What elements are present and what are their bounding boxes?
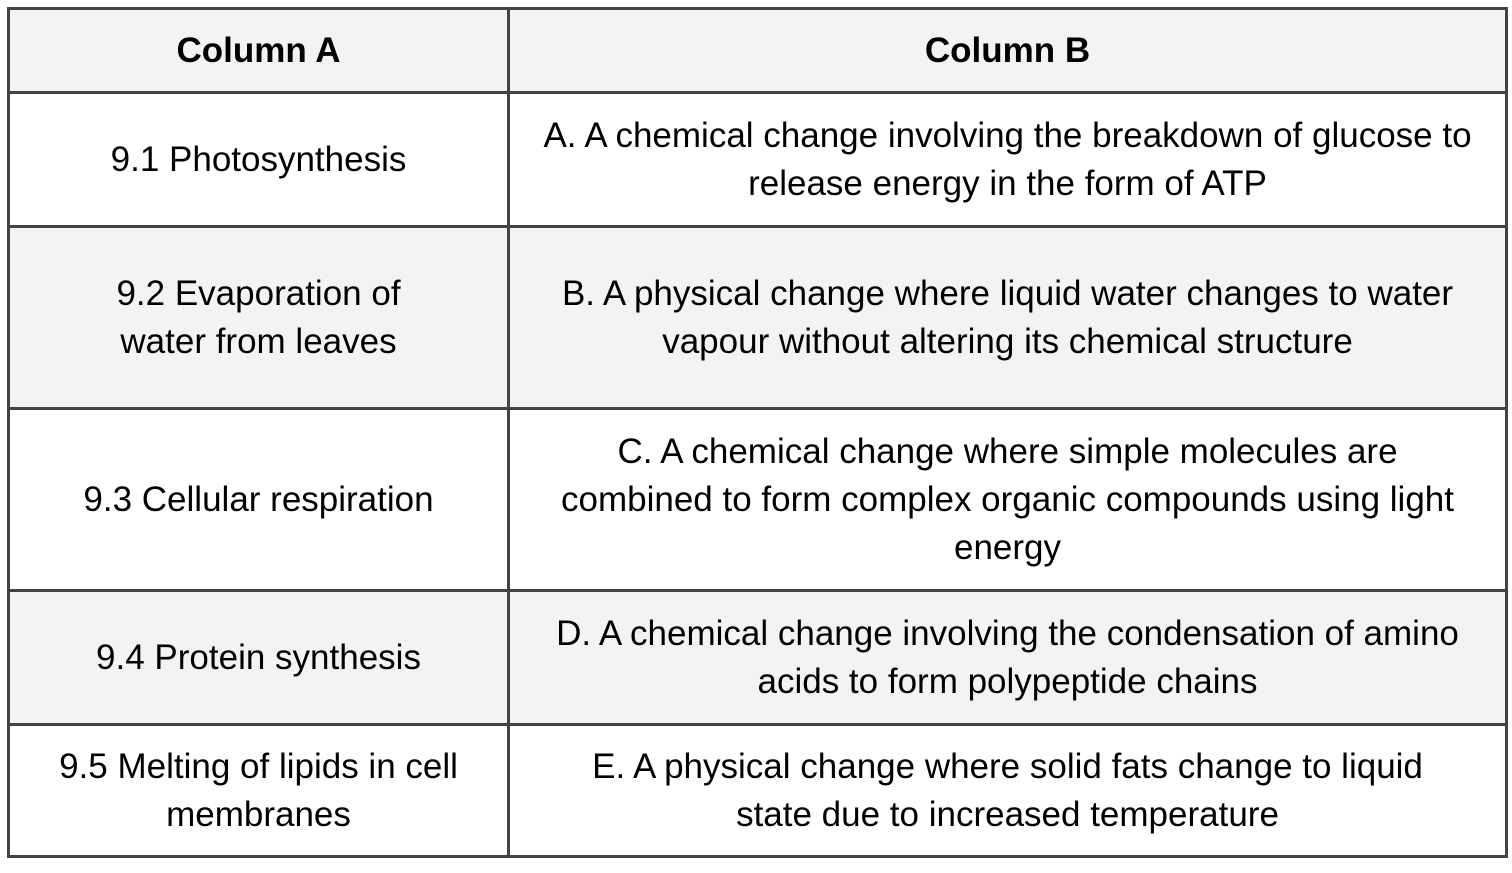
column-b-cell: D. A chemical change involving the condensation of amino acids to form polypeptide chains: [509, 591, 1507, 725]
column-a-cell: 9.4 Protein synthesis: [9, 591, 509, 725]
column-b-header: Column B: [509, 9, 1507, 93]
table-row: [9, 725, 1507, 857]
column-b-cell: A. A chemical change involving the breakdown of glucose to release energy in the form of ATP: [509, 93, 1507, 227]
column-b-cell: B. A physical change where liquid water changes to water vapour without altering its chemical structure: [509, 227, 1507, 409]
column-a-cell: 9.5 Melting of lipids in cell membranes: [9, 725, 509, 857]
header-row: [9, 9, 1507, 93]
table-row: [9, 93, 1507, 227]
column-a-cell: 9.3 Cellular respiration: [9, 409, 509, 591]
column-b-cell: E. A physical change where solid fats change to liquid state due to increased temperature: [509, 725, 1507, 857]
column-b-cell: C. A chemical change where simple molecules are combined to form complex organic compounds using light energy: [509, 409, 1507, 591]
column-a-cell: 9.1 Photosynthesis: [9, 93, 509, 227]
table-row: [9, 227, 1507, 409]
column-a-header: Column A: [9, 9, 509, 93]
table-row: [9, 409, 1507, 591]
column-a-cell: 9.2 Evaporation of water from leaves: [9, 227, 509, 409]
matching-table: [7, 7, 1508, 858]
table-row: [9, 591, 1507, 725]
